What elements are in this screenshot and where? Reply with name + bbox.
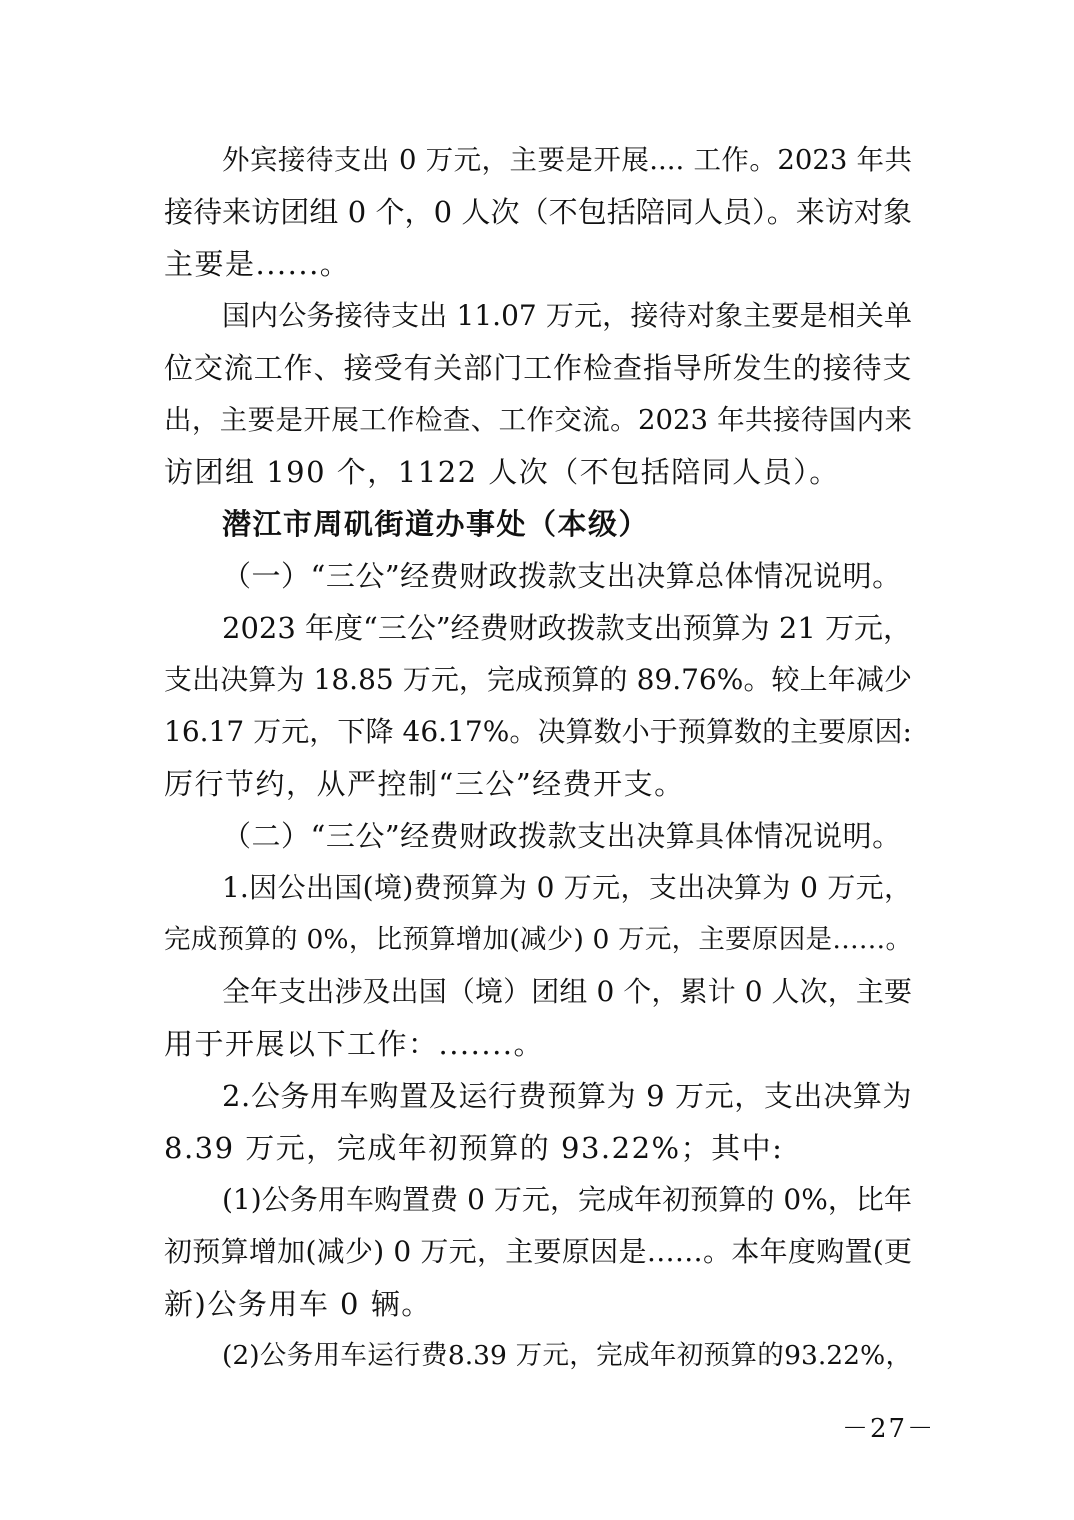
text-line: 支出决算为 18.85 万元，完成预算的 89.76%。较上年减少	[164, 663, 912, 696]
text-line: 1.因公出国(境)费预算为 0 万元，支出决算为 0 万元，	[222, 871, 912, 904]
text-line: 厉行节约，从严控制“三公”经费开支。	[164, 767, 685, 801]
text-line: 位交流工作、接受有关部门工作检查指导所发生的接待支	[164, 351, 912, 385]
text-line: 2023 年度“三公”经费财政拨款支出预算为 21 万元，	[222, 611, 913, 645]
subsection-heading: （一）“三公”经费财政拨款支出决算总体情况说明。	[222, 559, 902, 593]
text-line: 外宾接待支出 0 万元，主要是开展.... 工作。2023 年共	[222, 144, 912, 176]
section-heading: 潜江市周矶街道办事处（本级）	[222, 507, 650, 541]
subsection-heading: （二）“三公”经费财政拨款支出决算具体情况说明。	[222, 819, 902, 853]
text-line: 2.公务用车购置及运行费预算为 9 万元，支出决算为	[222, 1079, 912, 1113]
text-line: 用于开展以下工作：.......。	[164, 1027, 545, 1061]
text-line: 主要是......。	[164, 247, 351, 281]
text-line: 8.39 万元，完成年初预算的 93.22%；其中:	[164, 1131, 784, 1165]
text-line: (2)公务用车运行费8.39 万元，完成年初预算的93.22%，	[222, 1340, 912, 1371]
text-line: 初预算增加(减少) 0 万元，主要原因是……。本年度购置(更	[164, 1235, 912, 1268]
text-line: 16.17 万元，下降 46.17%。决算数小于预算数的主要原因:	[164, 715, 912, 748]
text-line: (1)公务用车购置费 0 万元，完成年初预算的 0%，比年	[222, 1183, 912, 1216]
text-line: 访团组 190 个，1122 人次（不包括陪同人员）。	[164, 455, 840, 489]
text-line: 国内公务接待支出 11.07 万元，接待对象主要是相关单	[222, 299, 912, 332]
text-line: 出，主要是开展工作检查、工作交流。2023 年共接待国内来	[164, 404, 912, 436]
text-line: 完成预算的 0%，比预算增加(减少) 0 万元，主要原因是……。	[164, 924, 912, 955]
text-line: 全年支出涉及出国（境）团组 0 个，累计 0 人次，主要	[222, 975, 912, 1008]
text-line: 接待来访团组 0 个，0 人次（不包括陪同人员）。来访对象	[164, 195, 912, 229]
page-number: －27－	[842, 1414, 936, 1444]
text-line: 新)公务用车 0 辆。	[164, 1287, 432, 1321]
